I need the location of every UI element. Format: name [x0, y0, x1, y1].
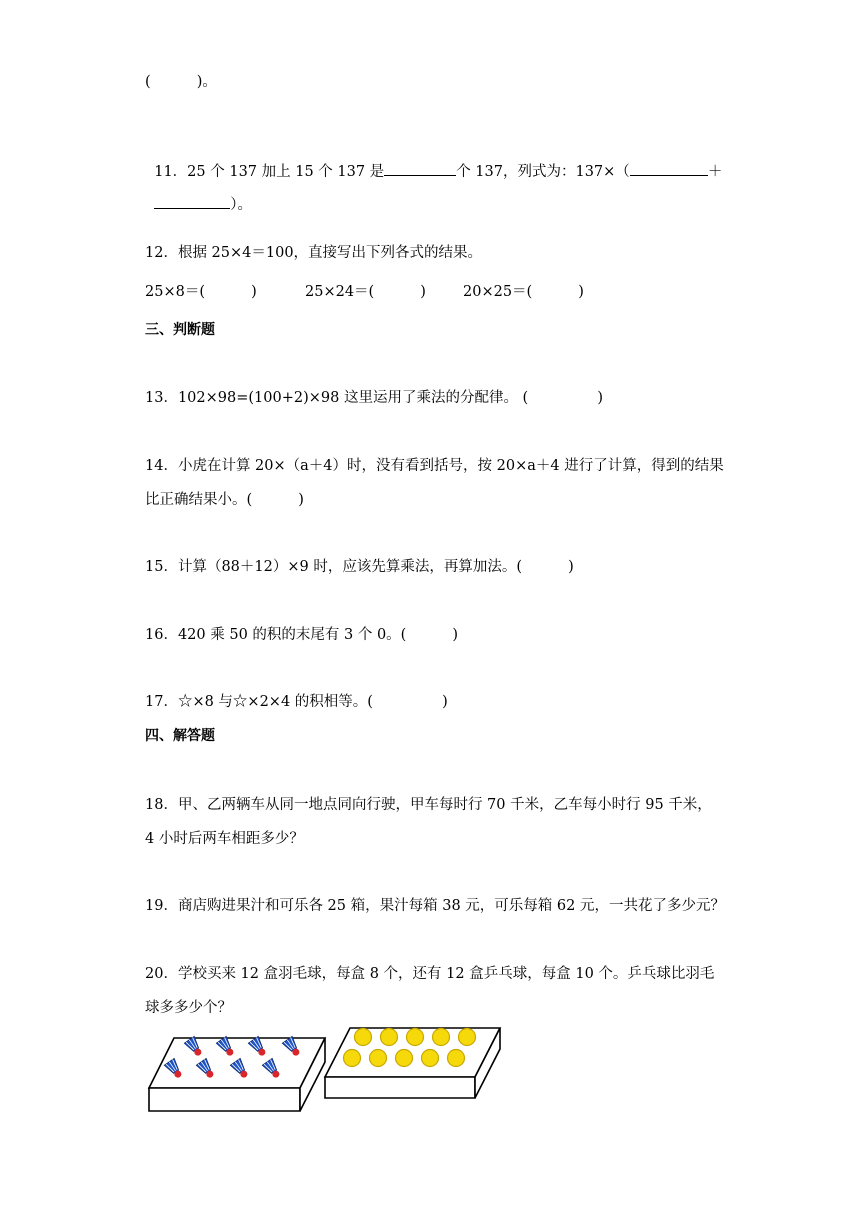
pingpong-ball-icon: [381, 1029, 398, 1046]
pingpong-ball-icon: [396, 1050, 413, 1067]
boxes-figure: [145, 1022, 505, 1118]
q11-blank-2[interactable]: [630, 161, 708, 176]
pingpong-ball-icon: [433, 1029, 450, 1046]
question-19: 19．商店购进果汁和可乐各 25 箱，果汁每箱 38 元，可乐每箱 62 元，一共花了多少元？: [145, 898, 725, 914]
q11-text-end: ）。: [230, 197, 252, 213]
pingpong-ball-icon: [448, 1050, 465, 1067]
pingpong-ball-icon: [407, 1029, 424, 1046]
pingpong-ball-icon: [459, 1029, 476, 1046]
q11-blank-3[interactable]: [154, 194, 230, 209]
question-14-line2: 比正确结果小。( ): [145, 492, 304, 508]
q10-tail: ( )。: [145, 74, 217, 90]
q11-text-plus: ＋: [707, 164, 723, 180]
question-14-line1: 14．小虎在计算 20×（a＋4）时，没有看到括号，按 20×a＋4 进行了计算，得到的结果: [145, 458, 724, 474]
question-13: 13．102×98=(100+2)×98 这里运用了乘法的分配律。 ( ): [145, 390, 604, 406]
pingpong-ball-icon: [355, 1029, 372, 1046]
question-16: 16．420 乘 50 的积的末尾有 3 个 0。( ): [145, 627, 459, 643]
boxes-illustration: [145, 1022, 505, 1114]
q11-blank-1[interactable]: [384, 161, 456, 176]
section-heading-answer: 四、解答题: [145, 728, 215, 744]
q12-item-a: 25×8＝( ): [145, 284, 257, 300]
q12-item-b: 25×24＝( ): [305, 284, 426, 300]
q11-text-mid: 个 137，列式为：137×（: [456, 164, 630, 180]
q11-text-pre: 11．25 个 137 加上 15 个 137 是: [154, 164, 385, 180]
question-18-line1: 18．甲、乙两辆车从同一地点同向行驶，甲车每时行 70 千米，乙车每小时行 95 千米，: [145, 797, 712, 813]
question-11-line2: [145, 174, 252, 215]
question-15: 15．计算（88＋12）×9 时，应该先算乘法，再算加法。( ): [145, 559, 574, 575]
question-18-line2: 4 小时后两车相距多少？: [145, 831, 304, 847]
question-12: 12．根据 25×4＝100，直接写出下列各式的结果。: [145, 245, 483, 261]
pingpong-ball-icon: [370, 1050, 387, 1067]
section-heading-judgement: 三、判断题: [145, 322, 215, 338]
question-20-line2: 球多多少个？: [145, 1000, 232, 1016]
question-20-line1: 20．学校买来 12 盒羽毛球，每盒 8 个，还有 12 盒乒乓球，每盒 10 个。乒乓球比羽毛: [145, 966, 715, 982]
pingpong-ball-icon: [422, 1050, 439, 1067]
q12-item-c: 20×25＝( ): [463, 284, 584, 300]
question-17: 17．☆×8 与☆×2×4 的积相等。( ): [145, 694, 448, 710]
pingpong-ball-icon: [344, 1050, 361, 1067]
